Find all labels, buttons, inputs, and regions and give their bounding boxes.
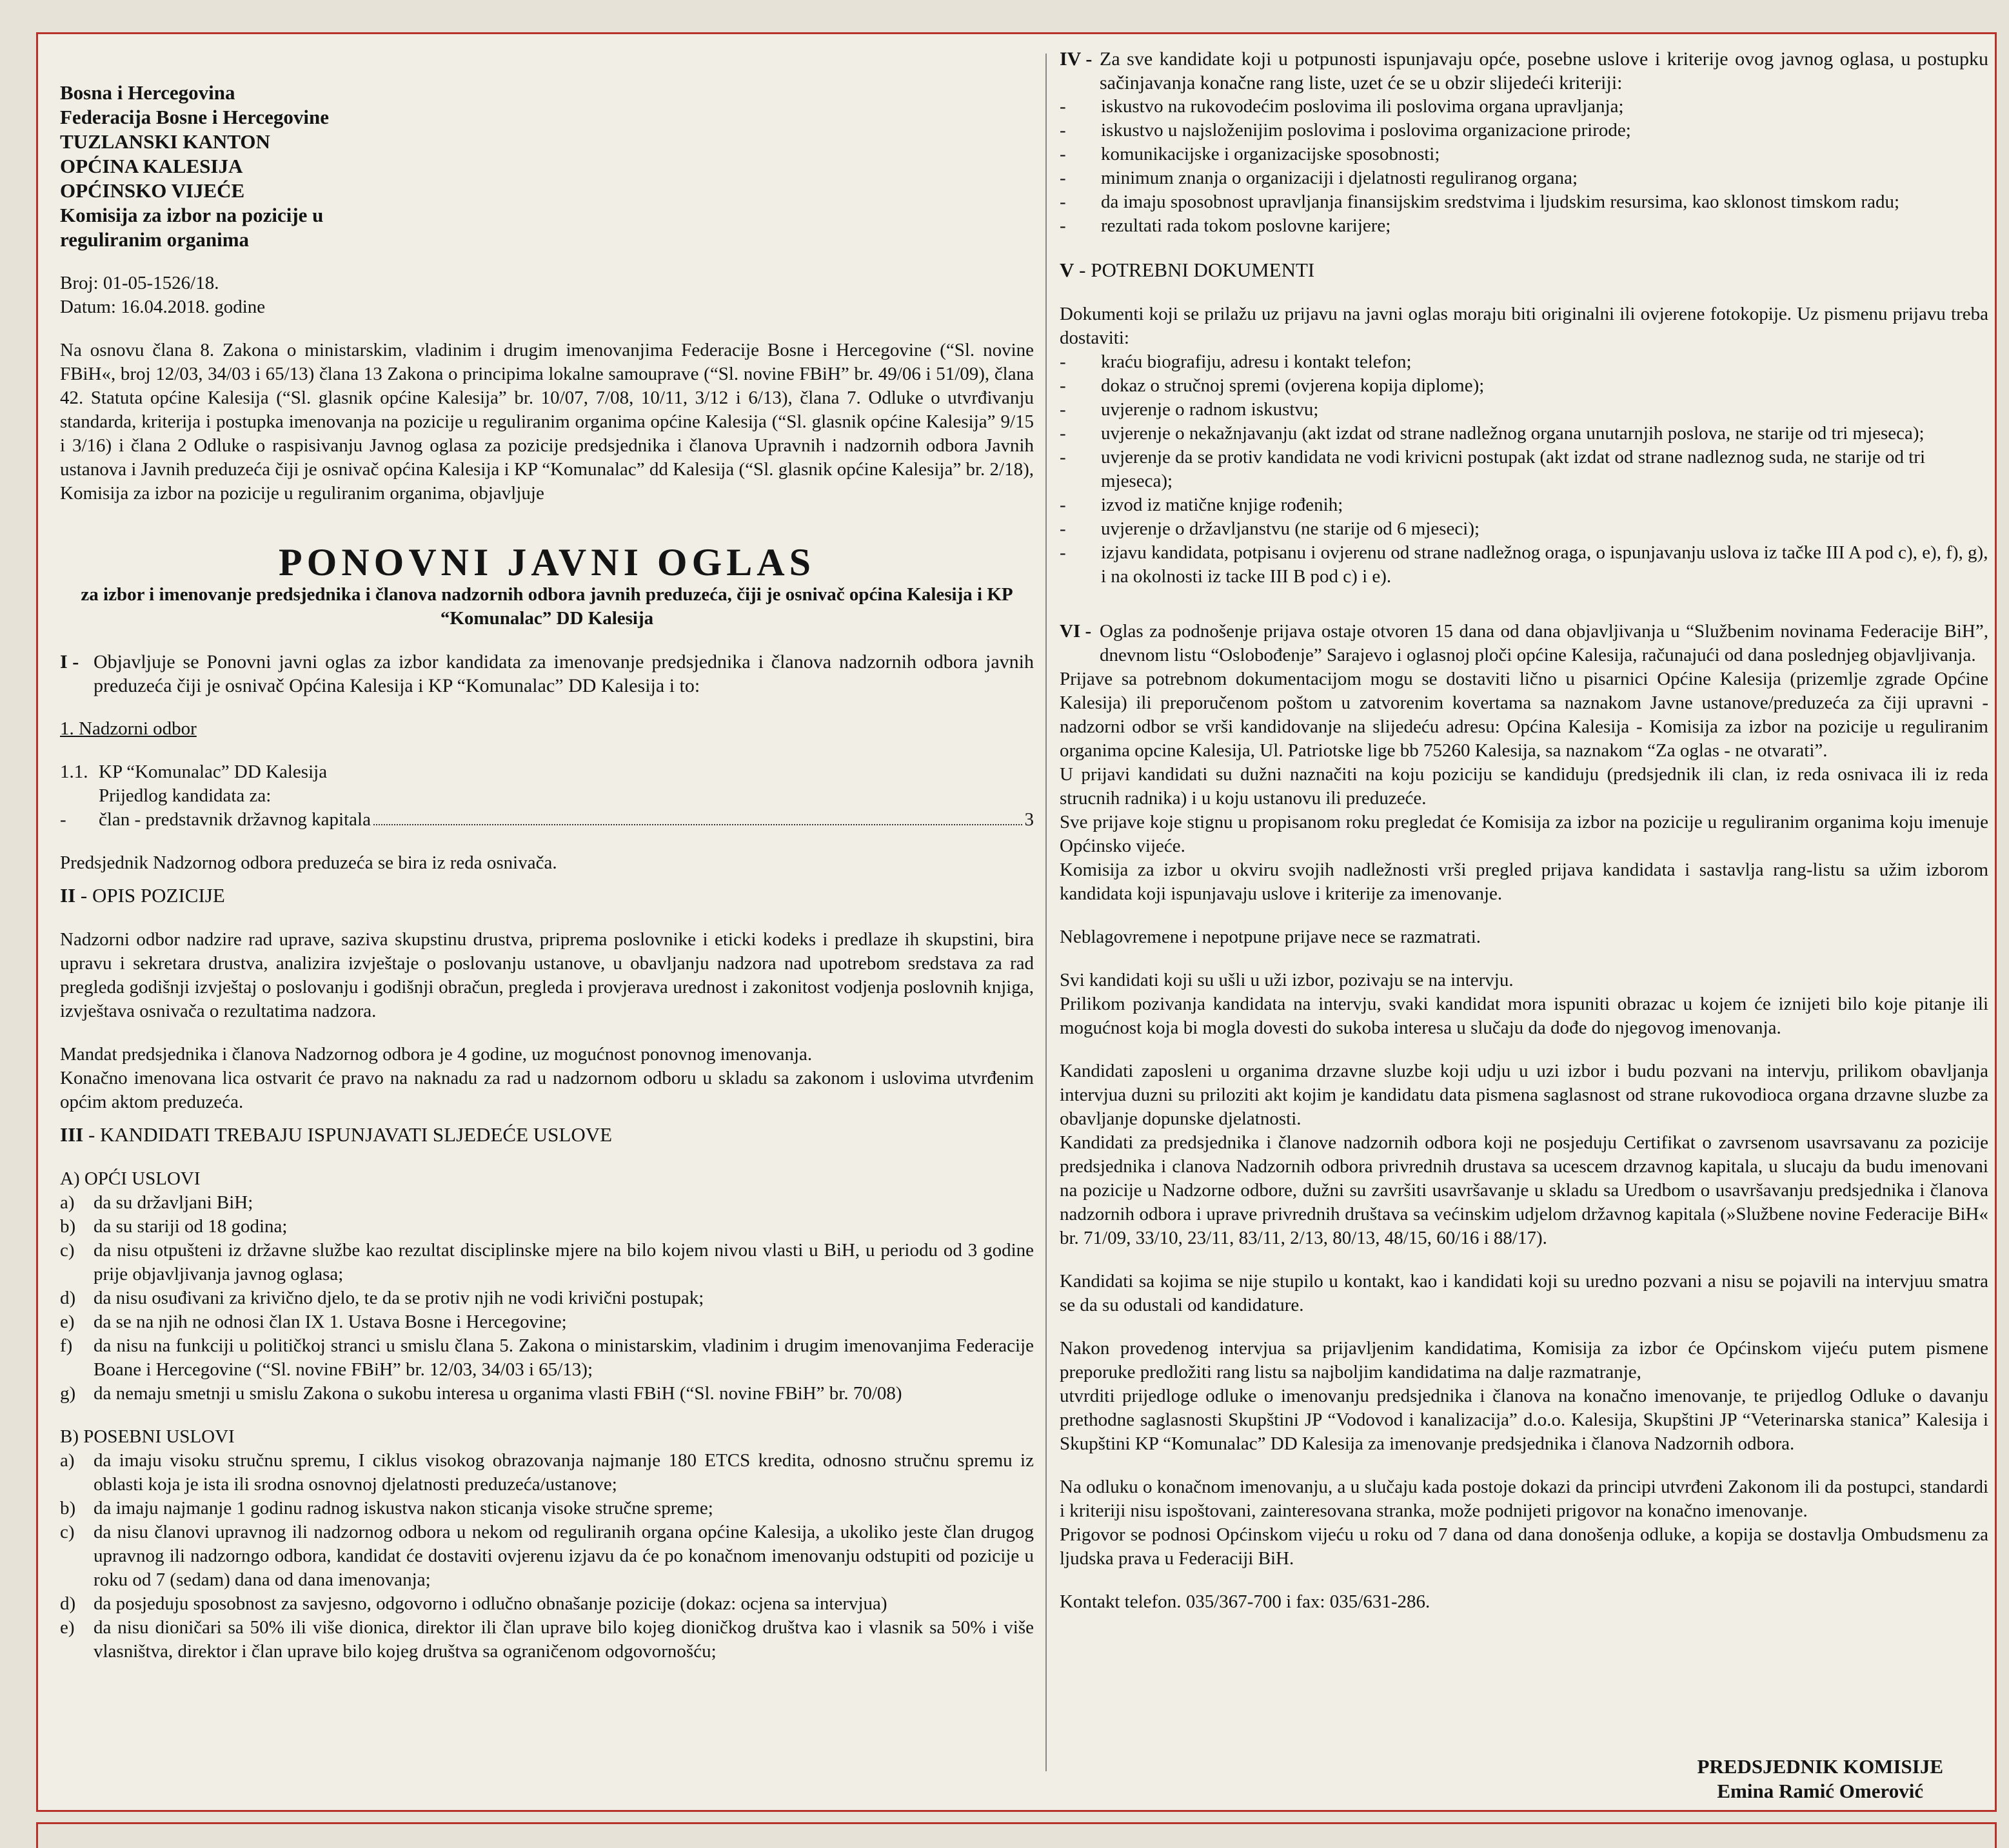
notice-title: PONOVNI JAVNI OGLAS: [279, 541, 815, 584]
section-numeral: I: [60, 651, 68, 673]
shortlist-note: Komisija za izbor u okviru svojih nadležnosti vrši pregled prijava kandidata i sastavlja rang-listu sa užim izborom kandidata koji ispunjavaju uslove i kriterije za imenovanje.: [1060, 860, 1988, 904]
header-line: OPĆINSKO VIJEĆE: [60, 179, 245, 202]
special-conditions-list: [60, 1449, 1034, 1664]
bullet-dash: -: [1060, 351, 1066, 372]
list-item-text: da imaju sposobnost upravljanja finansijskim sredstvima i ljudskim resursima, kao sklonost timskom radu;: [1101, 192, 1900, 212]
list-item-text: da nisu na funkciji u političkoj stranci u smislu člana 5. Zakona o ministarskim, vladinim i drugim imenovanjima Federacije Boane i Hercegovine (“Sl. novine FBiH” br. 12/03, 34/03 i 65/13);: [94, 1335, 1034, 1380]
list-item-marker: d): [60, 1593, 76, 1614]
section-numeral: II: [60, 884, 76, 907]
signatory-role: PREDSJEDNIK KOMISIJE: [1697, 1755, 1943, 1778]
notice-subtitle: za izbor i imenovanje predsjednika i članova nadzornih odbora javnih preduzeća, čiji je osnivač općina Kalesija i KP “Komunalac” DD Kalesija: [81, 584, 1013, 629]
list-item-text: uvjerenje o radnom iskustvu;: [1101, 399, 1319, 420]
list-item-text: da su stariji od 18 godina;: [94, 1216, 288, 1237]
bullet-dash: -: [1060, 192, 1066, 212]
list-item: [1060, 95, 1988, 119]
list-item-marker: b): [60, 1216, 76, 1237]
section-iii-title: III - KANDIDATI TREBAJU ISPUNJAVATI SLJEDEĆE USLOVE: [60, 1123, 613, 1146]
header-line: Bosna i Hercegovina: [60, 81, 235, 104]
conflict-form-note: Prilikom pozivanja kandidata na intervju, svaki kandidat mora ispuniti obrazac u kojem će iznijeti bilo koje pitanje ili mogućnost koja bi mogla dovesti do sukoba interesa u slučaju da dođe do njegovog imenovanja.: [1060, 994, 1988, 1038]
bullet-dash: -: [1060, 144, 1066, 164]
header-line: reguliranim organima: [60, 228, 250, 251]
contact-info: Kontakt telefon. 035/367-700 i fax: 035/631-286.: [1060, 1591, 1430, 1612]
complaint-deadline-note: Prigovor se podnosi Općinskom vijeću u roku od 7 dana od dana donošenja odluke, a kopija se dostavlja Ombudsmenu za ljudska prava u Federaciji BiH.: [1060, 1524, 1988, 1569]
list-item-text: da nisu otpušteni iz državne službe kao rezultat disciplinske mjere na bilo kojem nivou vlasti u BiH, u periodu od 3 godine prije objavljivanja javnog oglasa;: [94, 1240, 1034, 1284]
list-item-marker: e): [60, 1617, 75, 1638]
list-item-text: komunikacijske i organizacijske sposobnosti;: [1101, 144, 1440, 164]
bullet-dash: -: [1060, 518, 1066, 539]
list-item: [1060, 143, 1988, 166]
mandate-text: Mandat predsjednika i članova Nadzornog odbora je 4 godine, uz mogućnost ponovnog imenovanja.: [60, 1044, 813, 1065]
list-item-text: dokaz o stručnoj spremi (ovjerena kopija diplome);: [1101, 375, 1485, 396]
list-item-text: da nisu članovi upravnog ili nadzornog odbora u nekom od reguliranih organa općine Kalesija, a ukoliko jeste član drugog upravnog ili nadzorngo odbora, kandidat će dostaviti ovjerenu izjavu da će po konačnom imenovanju odstupiti od pozicije u roku od 7 (sedam) dana od dana imenovanja;: [94, 1522, 1034, 1590]
list-item-text: uvjerenje da se protiv kandidata ne vodi krivicni postupak (akt izdat od strane nadleznog suda, ne starije od tri mjeseca);: [1101, 447, 1926, 491]
list-item-text: rezultati rada tokom poslovne karijere;: [1101, 215, 1391, 236]
column-divider: [1045, 54, 1047, 1771]
chair-note: Predsjednik Nadzornog odbora preduzeća se bira iz reda osnivača.: [60, 852, 557, 873]
list-item-text: da imaju visoku stručnu spremu, I ciklus visokog obrazovanja najmanje 180 ETCS kredita, odnosno stručnu spremu iz oblasti koja je ista ili srodna osnovnoj djelatnosti preduzeća/ustanove;: [94, 1450, 1034, 1495]
bullet-dash: -: [1060, 120, 1066, 141]
header-line: Federacija Bosne i Hercegovine: [60, 106, 329, 128]
documents-list: [1060, 350, 1988, 589]
general-conditions-title: A) OPĆI USLOVI: [60, 1168, 201, 1189]
item-number: 1.1.: [60, 762, 88, 782]
section-ii-title: II - OPIS POZICIJE: [60, 884, 225, 907]
bullet-dash: -: [1060, 375, 1066, 396]
application-position-note: U prijavi kandidati su dužni naznačiti na koju poziciju se kandiduju (predsjednik ili clan, iz reda osnivaca ili iz reda strucnih radnika) i u koju ustanovu ili preduzeće.: [1060, 764, 1988, 809]
item-1-1: [60, 760, 1034, 784]
list-item: [1060, 422, 1988, 446]
list-item: [1060, 493, 1988, 517]
list-item-text: da nisu osuđivani za krivično djelo, te da se protiv njih ne vodi krivični postupak;: [94, 1288, 704, 1308]
section-ii-heading: OPIS POZICIJE: [92, 884, 225, 907]
list-item: [1060, 214, 1988, 238]
review-note: Sve prijave koje stignu u propisanom roku pregledat će Komisija za izbor na pozicije u reguliranim organima koju imenuje Općinsko vijeće.: [1060, 812, 1988, 856]
list-item: [1060, 541, 1988, 589]
list-item-marker: c): [60, 1240, 75, 1261]
list-item: [1060, 398, 1988, 422]
list-item: [1060, 119, 1988, 143]
complaint-note: Na odluku o konačnom imenovanju, a u slučaju kada postoje dokazi da principi utvrđeni Zakonom ili da postupci, standardi i kriteriji nisu ispoštovani, zainteresovana stranka, može podnijeti prigovor na konačno imenovanje.: [1060, 1477, 1988, 1521]
list-item-text: kraću biografiju, adresu i kontakt telefon;: [1101, 351, 1412, 372]
position-line: - član - predstavnik državnog kapitala 3: [60, 808, 1034, 832]
withdrawal-note: Kandidati sa kojima se nije stupilo u kontakt, kao i kandidati koji su uredno pozvani a nisu se pojavili na intervjuu smatra se da su odustali od kandidature.: [1060, 1271, 1988, 1315]
list-item: [60, 1286, 1034, 1310]
list-item-marker: c): [60, 1522, 75, 1542]
signatory-name: Emina Ramić Omerović: [1717, 1780, 1924, 1802]
bullet-dash: -: [1060, 495, 1066, 515]
list-item: [60, 1191, 1034, 1215]
header-line: OPĆINA KALESIJA: [60, 155, 243, 177]
list-item: [60, 1449, 1034, 1497]
list-item-text: iskustvo na rukovodećim poslovima ili poslovima organa upravljanja;: [1101, 96, 1624, 117]
list-item: [60, 1334, 1034, 1382]
legal-basis: Na osnovu člana 8. Zakona o ministarskim, vladinim i drugim imenovanjima Federacije Bosne i Hercegovine (“Sl. novine FBiH«, broj 12/03, 34/03 i 65/13) člana 13 Zakona o principima lokalne samouprave (“Sl. novine FBiH” br. 49/06 i 51/09), člana 42. Statuta općine Kalesija (“Sl. glasnik općine Kalesija” br. 10/07, 7/08, 10/11, 3/12 i 6/13), člana 7. Odluke o utvrđivanju standarda, kriterija i postupka imenovanja na pozicije u reguliranim organima općine Kalesija (“Sl. glasnik općine Kalesija” 9/15 i 3/16) i člana 2 Odluke o raspisivanju Javnog oglasa za pozicije predsjednika i članova Upravnih i nadzornih odbora Javnih ustanova i Javnih preduzeća čiji je osnivač općina Kalesija i KP “Komunalac” dd Kalesija (“Sl. glasnik općine Kalesija” br. 2/18), Komisija za izbor na pozicije u reguliranim organima, objavljuje: [60, 340, 1034, 504]
item-proposal: Prijedlog kandidata za:: [99, 785, 272, 806]
list-item: [60, 1382, 1034, 1406]
section-v-title: V - POTREBNI DOKUMENTI: [1060, 259, 1315, 281]
section-numeral: III: [60, 1123, 84, 1146]
notice-frame: [36, 32, 1997, 1812]
list-item-marker: b): [60, 1498, 76, 1519]
submission-instructions: Prijave sa potrebnom dokumentacijom mogu se dostaviti lično u pisarnici Općine Kalesija (prizemlje zgrade Općine Kalesija) ili preporučenom poštom u zatvorenim kovertama sa naznakom Javne ustanove/preduzeća za čiji upravni - nadzorni odbor se vrši kandidovanje na slijedeću adresu: Općina Kalesija - Komisija za izbor na pozicije u reguliranim organima opcine Kalesija, Ul. Patriotske lige bb 75260 Kalesija, sa naznakom “Za oglas - ne otvarati”.: [1060, 669, 1988, 761]
list-item-text: da posjeduju sposobnost za savjesno, odgovorno i odlučno obnašanje pozicije (dokaz: ocjena sa intervjua): [94, 1593, 887, 1614]
header-line: TUZLANSKI KANTON: [60, 130, 270, 153]
item-name: KP “Komunalac” DD Kalesija: [99, 762, 328, 782]
documents-intro: Dokumenti koji se prilažu uz prijavu na javni oglas moraju biti originalni ili ovjerene fotokopije. Uz pismenu prijavu treba dostaviti:: [1060, 304, 1988, 348]
bullet-dash: -: [1060, 423, 1066, 444]
position-count: 3: [1024, 809, 1034, 830]
section-iv-text: Za sve kandidate koji u potpunosti ispunjavaju opće, posebne uslove i kriterije ovog javnog oglasa, u postupku sačinjavanja konačne rang liste, uzet će se u obzir slijedeći kriteriji:: [1100, 48, 1988, 93]
list-item: [60, 1239, 1034, 1286]
list-item: [60, 1520, 1034, 1592]
bullet-dash: -: [1060, 96, 1066, 117]
list-item-marker: a): [60, 1192, 75, 1213]
next-notice-border: [36, 1822, 1997, 1848]
bullet-dash: -: [1060, 215, 1066, 236]
list-item-text: da nemaju smetnji u smislu Zakona o sukobu interesa u organima vlasti FBiH (“Sl. novine FBiH” br. 70/08): [94, 1383, 902, 1404]
bullet-dash: -: [1060, 542, 1066, 563]
section-i: I - Objavljuje se Ponovni javni oglas za izbor kandidata za imenovanje predsjednika i članova nadzornih odbora javnih preduzeća čiji je osnivač Općina Kalesija i KP “Komunalac” DD Kalesija i to:: [60, 651, 1034, 696]
document-date: Datum: 16.04.2018. godine: [60, 297, 266, 317]
special-conditions-title: B) POSEBNI USLOVI: [60, 1426, 235, 1447]
section-iii-heading: KANDIDATI TREBAJU ISPUNJAVATI SLJEDEĆE USLOVE: [100, 1123, 613, 1146]
list-item-text: uvjerenje o nekažnjavanju (akt izdat od strane nadležnog organa unutarnjih poslova, ne starije od tri mjeseca);: [1101, 423, 1925, 444]
signature-block: [1697, 1755, 1943, 1804]
list-item: [1060, 517, 1988, 541]
section-iv: IV - Za sve kandidate koji u potpunosti ispunjavaju opće, posebne uslove i kriterije ovog javnog oglasa, u postupku sačinjavanja konačne rang liste, uzet će se u obzir slijedeći kriteriji:: [1060, 48, 1988, 93]
list-item: [60, 1616, 1034, 1664]
list-item: [60, 1592, 1034, 1616]
recommendation-note: Nakon provedenog intervjua sa prijavljenim kandidatima, Komisija za izbor će Općinskom vijeću putem pismene preporuke predložiti rang listu sa najboljim kandidatima na dalje razmatranje,: [1060, 1338, 1988, 1382]
list-item-text: uvjerenje o državljanstvu (ne starije od 6 mjeseci);: [1101, 518, 1480, 539]
section-numeral: VI: [1060, 621, 1081, 642]
list-item-text: izvod iz matične knjige rođenih;: [1101, 495, 1343, 515]
list-item: [1060, 374, 1988, 398]
bullet-dash: -: [1060, 447, 1066, 467]
list-item: [60, 1215, 1034, 1239]
bullet-dash: -: [1060, 168, 1066, 188]
list-item-marker: a): [60, 1450, 75, 1471]
certificate-note: Kandidati za predsjednika i članove nadzornih odbora koji ne posjeduju Certifikat o zavrsenom usavrsavanu za pozicije predsjednika i clanova Nadzornih odbora privrednih drustava sa ucescem drzavnog kapitala, u slucaju da budu imenovani na pozicije u Nadzorne odbore, dužni su završiti usavršavanje u skladu sa Uredbom o usavršavanju predsjednika i članova nadzornih odbora i uprave privrednih društava sa većinskim udjelom državnog kapitala (»Službene novine Federacije BiH« br. 71/09, 33/10, 23/11, 83/11, 2/13, 80/13, 48/15, 60/16 i 88/17).: [1060, 1132, 1988, 1248]
list-item-text: da se na njih ne odnosi član IX 1. Ustava Bosne i Hercegovine;: [94, 1312, 567, 1332]
list-item: [60, 1497, 1034, 1520]
late-applications-note: Neblagovremene i nepotpune prijave nece se razmatrati.: [1060, 927, 1481, 947]
right-column: [1060, 47, 1988, 1802]
list-item: [1060, 446, 1988, 493]
list-item: [1060, 350, 1988, 374]
interview-note: Svi kandidati koji su ušli u uži izbor, pozivaju se na intervju.: [1060, 970, 1514, 990]
criteria-list: [1060, 95, 1988, 238]
section-vi-text: Oglas za podnošenje prijava ostaje otvoren 15 dana od dana objavljivanja u “Službenim novinama Federacije BiH”, dnevnom listu “Oslobođenje” Sarajevo i oglasnoj ploči općine Kalesija, računajući od dana poslednjeg objavljivanja.: [1100, 621, 1988, 665]
position-description: Nadzorni odbor nadzire rad uprave, saziva skupstinu drustva, priprema poslovnike i eticki kodeks i predlaze ih skupstini, bira upravu i sekretara drustva, analizira izvještaje o poslovanju ustanove, u obavljanju nadzora nad upotrebom sredstava za rad pregleda godišnji izvještaj o poslovanju i godišnji obračun, pregleda i provjerava urednost i zakonitost vodjenja poslovnih knjiga, izvještava osnivača o rezultatima nadzora.: [60, 929, 1034, 1021]
section-numeral: IV: [1060, 48, 1081, 70]
list-item-text: da nisu dioničari sa 50% ili više dionica, direktor ili član uprave bilo kojeg dioničkog društva kao i vlasnik sa 50% i više vlasništva, direktor i član uprave bilo kojeg društva sa ograničenom odgovornošću;: [94, 1617, 1034, 1662]
general-conditions-list: [60, 1191, 1034, 1406]
document-number: Broj: 01-05-1526/18.: [60, 273, 219, 293]
section-numeral: V: [1060, 259, 1074, 281]
list-item-text: da su državljani BiH;: [94, 1192, 253, 1213]
header-line: Komisija za izbor na pozicije u: [60, 204, 324, 226]
list-item-text: da imaju najmanje 1 godinu radnog iskustva nakon sticanja visoke stručne spreme;: [94, 1498, 713, 1519]
list-item-text: minimum znanja o organizaciji i djelatnosti reguliranog organa;: [1101, 168, 1578, 188]
list-item: [1060, 166, 1988, 190]
list-item-marker: g): [60, 1383, 76, 1404]
list-item: [1060, 190, 1988, 214]
list-item-marker: f): [60, 1335, 73, 1356]
section-vi: VI - Oglas za podnošenje prijava ostaje otvoren 15 dana od dana objavljivanja u “Službenim novinama Federacije BiH”, dnevnom listu “Oslobođenje” Sarajevo i oglasnoj ploči općine Kalesija, računajući od dana poslednjeg objavljivanja.: [1060, 620, 1988, 667]
list-item-marker: d): [60, 1288, 76, 1308]
section-i-text: Objavljuje se Ponovni javni oglas za izbor kandidata za imenovanje predsjednika i članova nadzornih odbora javnih preduzeća čiji je osnivač Općina Kalesija i KP “Komunalac” DD Kalesija i to:: [94, 651, 1034, 696]
subsection-title: 1. Nadzorni odbor: [60, 718, 197, 739]
position-role: član - predstavnik državnog kapitala: [99, 809, 371, 830]
list-item-text: izjavu kandidata, potpisanu i ovjerenu od strane nadležnog oraga, o ispunjavanju uslova iz tačke III A pod c), e), f), g), i na okolnosti iz tacke III B pod c) i e).: [1101, 542, 1988, 587]
list-item-marker: e): [60, 1312, 75, 1332]
bullet-dash: -: [1060, 399, 1066, 420]
left-column: [60, 47, 1034, 1797]
list-item: [60, 1310, 1034, 1334]
section-v-heading: POTREBNI DOKUMENTI: [1091, 259, 1315, 281]
list-item-text: iskustvo u najsloženijim poslovima i poslovima organizacione prirode;: [1101, 120, 1631, 141]
issuer-header: [60, 47, 1034, 252]
civil-servants-note: Kandidati zaposleni u organima drzavne sluzbe koji udju u uzi izbor i budu pozvani na intervju, prilikom obavljanja intervjua duzni su priloziti akt kojim je kandidatu data pismena saglasnost od strane rukovodioca organa drzavne sluzbe za obavljanje dopunske djelatnosti.: [1060, 1061, 1988, 1129]
decision-proposal-note: utvrditi prijedloge odluke o imenovanju predsjednika i članova na konačno imenovanje, te prijedlog Odluke o davanju prethodne saglasnosti Skupštini JP “Vodovod i kanalizacija” d.o.o. Kalesija, Skupštini JP “Veterinarska stanica” Kalesija i Skupštini KP “Komunalac” DD Kalesija za imenovanje predsjednika i članova Nadzornih odbora.: [1060, 1386, 1988, 1454]
compensation-text: Konačno imenovana lica ostvarit će pravo na naknadu za rad u nadzornom odboru u skladu sa zakonom i uslovima utvrđenim općim aktom preduzeća.: [60, 1068, 1034, 1112]
